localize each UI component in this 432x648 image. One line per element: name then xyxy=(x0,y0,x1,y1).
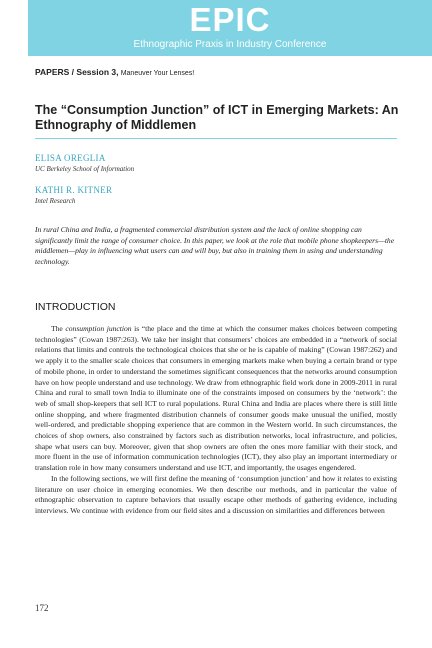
emphasized-term: consumption junction xyxy=(65,324,132,333)
author-affiliation: UC Berkeley School of Information xyxy=(35,165,135,173)
banner-subtitle: Ethnographic Praxis in Industry Conference xyxy=(133,39,327,50)
author-name: ELISA OREGLIA xyxy=(35,153,106,163)
abstract: In rural China and India, a fragmented commercial distribution system and the lack of online shopping can significantly limit the range of consumer choice. In this paper, we look at the role that mobile phone shopkeepers—the middlemen—play in influencing what users can and will buy, but also in training them in using and understanding technology. xyxy=(35,225,395,266)
author-affiliation: Intel Research xyxy=(35,197,76,205)
page-number: 172 xyxy=(35,603,49,613)
title-divider xyxy=(35,138,397,139)
session-line xyxy=(35,66,415,80)
author-block xyxy=(35,184,395,206)
session-label: PAPERS / Session 3, xyxy=(35,67,119,77)
conference-banner xyxy=(28,0,432,56)
banner-title: EPIC xyxy=(189,1,271,38)
author-name: KATHI R. KITNER xyxy=(35,185,113,195)
body-text xyxy=(35,324,397,517)
session-subtitle: Maneuver Your Lenses! xyxy=(120,70,195,77)
body-paragraph: In the following sections, we will first define the meaning of ‘consumption junction’ and how it relates to existing literature on user choice in emerging economies. We then describe our methods, and in particular the value of ethnographic observation to capture behaviors that usually escape other methods of gathering evidence, including interviews. We continue with evidence from our field sites and a discussion on similarities and differences between xyxy=(35,473,397,515)
author-block xyxy=(35,152,395,174)
body-paragraph xyxy=(35,324,397,474)
body-text-fragment: The xyxy=(51,324,66,333)
body-text-fragment: is “the place and the time at which the consumer makes choices between competing technologies” (Cowan 1987:263). We take her insight that consumers’ choices are embedded in a “network of social relations that limits and controls the technological choices that she or he is capable of making” (Cowan 1987:262) and we apply it to the smaller scale choices that consumers in emerging markets make when buying a certain brand or type of mobile phone, in order to understand the sometimes significant consequences that the networks around consumption have on how people understand and use technology. We draw from ethnographic field work done in 2009-2011 in rural China and rural to small town India to illuminate one of the constraints imposed on consumers by the ‘network’: the web of small shop-keepers that sell ICT to rural populations. Rural China and India are places where there is still little online shopping, and where fragmented distribution channels of consumer goods make unusual the unified, mostly well-ordered, and predictable shopping experience that are common in the Western world. In such circumstances, the choices of shop owners, also constrained by factors such as distribution networks, local infrastructure, and policies, shape what users can buy. Moreover, given that shop owners are often the ones more familiar with their stock, and more fluent in the use of information communication technologies (ICT), they also play an important intermediary or translation role in how many consumers understand and use ICT, and importantly, the usages engendered. xyxy=(35,324,397,473)
paper-title: The “Consumption Junction” of ICT in Emerging Markets: An Ethnography of Middlemen xyxy=(35,103,399,132)
section-heading: INTRODUCTION xyxy=(35,301,116,313)
